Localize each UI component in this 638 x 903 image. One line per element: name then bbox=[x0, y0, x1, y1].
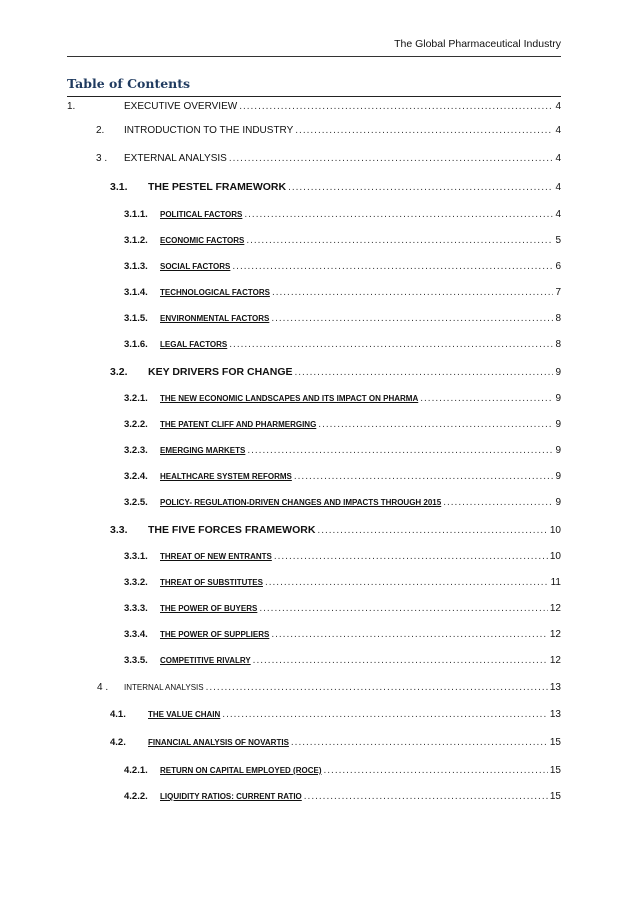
toc-title: Table of Contents bbox=[67, 76, 191, 91]
toc-entry-page: 12 bbox=[549, 603, 561, 614]
toc-entry-number: 4.1. bbox=[110, 709, 126, 720]
toc-entry-page: 4 bbox=[555, 125, 561, 136]
toc-entry-page: 15 bbox=[549, 737, 561, 748]
toc-entry[interactable] bbox=[0, 627, 638, 643]
toc-entry-page: 15 bbox=[549, 791, 561, 802]
toc-entry-label: INTERNAL ANALYSIS bbox=[124, 683, 204, 692]
toc-entry-label: EMERGING MARKETS bbox=[160, 446, 246, 455]
toc-entry-label: THE NEW ECONOMIC LANDSCAPES AND ITS IMPACT ON PHARMA bbox=[160, 394, 419, 403]
toc-entry-label: POLITICAL FACTORS bbox=[160, 210, 243, 219]
toc-entry-number: 3.3.2. bbox=[124, 577, 148, 588]
toc-title-rule bbox=[67, 96, 561, 97]
toc-entry-label: THE POWER OF SUPPLIERS bbox=[160, 630, 270, 639]
toc-entry-page: 10 bbox=[549, 525, 561, 536]
toc-entry-page: 9 bbox=[555, 471, 561, 482]
toc-entry[interactable] bbox=[0, 789, 638, 805]
toc-entry[interactable] bbox=[0, 233, 638, 249]
toc-entry-label: POLICY- REGULATION-DRIVEN CHANGES AND IMPACTS THROUGH 2015 bbox=[160, 498, 442, 507]
toc-entry-label: ENVIRONMENTAL FACTORS bbox=[160, 314, 270, 323]
toc-entry-number: 4.2.1. bbox=[124, 765, 148, 776]
toc-entry-page: 4 bbox=[555, 153, 561, 164]
dot-leader bbox=[232, 259, 553, 275]
toc-entry-page: 4 bbox=[555, 209, 561, 220]
dot-leader bbox=[229, 151, 554, 167]
toc-entry-number: 3 . bbox=[96, 153, 108, 164]
toc-entry-number: 3.1.6. bbox=[124, 339, 148, 350]
toc-entry-number: 3.3.1. bbox=[124, 551, 148, 562]
toc-entry-number: 3.1. bbox=[110, 181, 128, 193]
toc-entry-page: 4 bbox=[555, 182, 561, 193]
toc-entry[interactable] bbox=[0, 680, 638, 696]
toc-entry-label: THE VALUE CHAIN bbox=[148, 710, 221, 719]
dot-leader bbox=[323, 763, 547, 779]
toc-entry-number: 3.3.4. bbox=[124, 629, 148, 640]
toc-entry-label: EXECUTIVE OVERVIEW bbox=[124, 101, 238, 112]
dot-leader bbox=[265, 575, 549, 591]
toc-entry-label: RETURN ON CAPITAL EMPLOYED (ROCE) bbox=[160, 766, 322, 775]
toc-entry-label: EXTERNAL ANALYSIS bbox=[124, 153, 227, 164]
toc-entry-page: 8 bbox=[555, 339, 561, 350]
toc-entry[interactable] bbox=[0, 495, 638, 511]
toc-entry-label: KEY DRIVERS FOR CHANGE bbox=[148, 366, 293, 378]
dot-leader bbox=[318, 417, 553, 433]
toc-entry-label: LEGAL FACTORS bbox=[160, 340, 228, 349]
dot-leader bbox=[271, 311, 553, 327]
dot-leader bbox=[246, 233, 553, 249]
toc-entry-label: THE FIVE FORCES FRAMEWORK bbox=[148, 524, 316, 536]
toc-entry-page: 9 bbox=[555, 497, 561, 508]
toc-entry-page: 9 bbox=[555, 367, 561, 378]
dot-leader bbox=[274, 549, 548, 565]
toc-entry-page: 7 bbox=[555, 287, 561, 298]
toc-entry[interactable] bbox=[0, 522, 638, 538]
dot-leader bbox=[271, 627, 548, 643]
dot-leader bbox=[272, 285, 554, 301]
dot-leader bbox=[259, 601, 548, 617]
toc-entry-number: 4.2. bbox=[110, 737, 126, 748]
toc-entry-page: 12 bbox=[549, 629, 561, 640]
toc-entry-number: 3.2. bbox=[110, 366, 128, 378]
toc-entry-number: 4 . bbox=[97, 682, 109, 693]
toc-entry-page: 5 bbox=[555, 235, 561, 246]
toc-entry[interactable] bbox=[0, 575, 638, 591]
toc-entry-page: 6 bbox=[555, 261, 561, 272]
toc-entry-number: 3.1.2. bbox=[124, 235, 148, 246]
toc-entry[interactable] bbox=[0, 259, 638, 275]
toc-entry-page: 9 bbox=[555, 445, 561, 456]
dot-leader bbox=[295, 123, 553, 139]
toc-entry-page: 13 bbox=[549, 709, 561, 720]
toc-entry-label: THE PATENT CLIFF AND PHARMERGING bbox=[160, 420, 317, 429]
toc-entry[interactable] bbox=[0, 207, 638, 223]
toc-entry-label: THREAT OF SUBSTITUTES bbox=[160, 578, 263, 587]
toc-entry[interactable] bbox=[0, 337, 638, 353]
dot-leader bbox=[222, 707, 548, 723]
dot-leader bbox=[206, 680, 548, 696]
toc-entry-number: 3.2.1. bbox=[124, 393, 148, 404]
toc-entry-label: COMPETITIVE RIVALRY bbox=[160, 656, 251, 665]
toc-entry-number: 3.1.4. bbox=[124, 287, 148, 298]
toc-entry-label: FINANCIAL ANALYSIS OF NOVARTIS bbox=[148, 738, 289, 747]
toc-entry-number: 3.1.5. bbox=[124, 313, 148, 324]
toc-entry-page: 13 bbox=[549, 682, 561, 693]
toc-entry-page: 10 bbox=[549, 551, 561, 562]
toc-entry-page: 11 bbox=[550, 577, 561, 588]
toc-entry-number: 3.2.5. bbox=[124, 497, 148, 508]
dot-leader bbox=[288, 180, 553, 196]
dot-leader bbox=[239, 99, 553, 115]
toc-entry[interactable] bbox=[0, 469, 638, 485]
toc-entry-number: 3.3.3. bbox=[124, 603, 148, 614]
toc-entry[interactable] bbox=[0, 443, 638, 459]
dot-leader bbox=[244, 207, 553, 223]
dot-leader bbox=[295, 365, 554, 381]
toc-entry[interactable] bbox=[0, 285, 638, 301]
toc-entry[interactable] bbox=[0, 311, 638, 327]
toc-entry[interactable] bbox=[0, 364, 638, 380]
toc-entry-label: LIQUIDITY RATIOS: CURRENT RATIO bbox=[160, 792, 302, 801]
toc-entry[interactable] bbox=[0, 549, 638, 565]
toc-entry[interactable] bbox=[0, 151, 638, 167]
toc-entry[interactable] bbox=[0, 601, 638, 617]
dot-leader bbox=[247, 443, 553, 459]
toc-entry-number: 3.2.3. bbox=[124, 445, 148, 456]
toc-entry-number: 1. bbox=[67, 101, 76, 112]
toc-entry-label: THE POWER OF BUYERS bbox=[160, 604, 258, 613]
toc-entry-number: 4.2.2. bbox=[124, 791, 148, 802]
toc-entry-number: 2. bbox=[96, 125, 105, 136]
toc-entry-page: 8 bbox=[555, 313, 561, 324]
dot-leader bbox=[291, 735, 548, 751]
toc-entry-number: 3.2.2. bbox=[124, 419, 148, 430]
toc-entry[interactable] bbox=[0, 707, 638, 723]
toc-entry-page: 9 bbox=[555, 393, 561, 404]
toc-entry-label: THE PESTEL FRAMEWORK bbox=[148, 181, 287, 193]
toc-entry-label: HEALTHCARE SYSTEM REFORMS bbox=[160, 472, 292, 481]
dot-leader bbox=[443, 495, 553, 511]
toc-entry[interactable] bbox=[0, 417, 638, 433]
dot-leader bbox=[304, 789, 548, 805]
header-rule bbox=[67, 56, 561, 57]
toc-entry[interactable] bbox=[0, 123, 638, 139]
toc-entry[interactable] bbox=[0, 653, 638, 669]
toc-entry-page: 12 bbox=[549, 655, 561, 666]
toc-entry-label: THREAT OF NEW ENTRANTS bbox=[160, 552, 272, 561]
toc-entry-number: 3.1.1. bbox=[124, 209, 148, 220]
dot-leader bbox=[420, 391, 553, 407]
toc-entry-label: ECONOMIC FACTORS bbox=[160, 236, 245, 245]
toc-entry-number: 3.1.3. bbox=[124, 261, 148, 272]
toc-entry-label: SOCIAL FACTORS bbox=[160, 262, 231, 271]
toc-entry[interactable] bbox=[0, 391, 638, 407]
dot-leader bbox=[294, 469, 554, 485]
toc-entry-number: 3.3.5. bbox=[124, 655, 148, 666]
toc-entry-page: 4 bbox=[555, 101, 561, 112]
toc-entry[interactable] bbox=[0, 763, 638, 779]
toc-entry-page: 9 bbox=[555, 419, 561, 430]
toc-entry[interactable] bbox=[0, 735, 638, 751]
toc-entry-number: 3.2.4. bbox=[124, 471, 148, 482]
toc-entry-label: TECHNOLOGICAL FACTORS bbox=[160, 288, 270, 297]
dot-leader bbox=[317, 523, 547, 539]
running-header: The Global Pharmaceutical Industry bbox=[394, 38, 561, 50]
toc-entry-number: 3.3. bbox=[110, 524, 128, 536]
dot-leader bbox=[253, 653, 548, 669]
toc-entry[interactable] bbox=[0, 179, 638, 195]
toc-entry-page: 15 bbox=[549, 765, 561, 776]
toc-entry[interactable] bbox=[0, 99, 638, 115]
toc-entry-label: INTRODUCTION TO THE INDUSTRY bbox=[124, 125, 294, 136]
dot-leader bbox=[229, 337, 553, 353]
